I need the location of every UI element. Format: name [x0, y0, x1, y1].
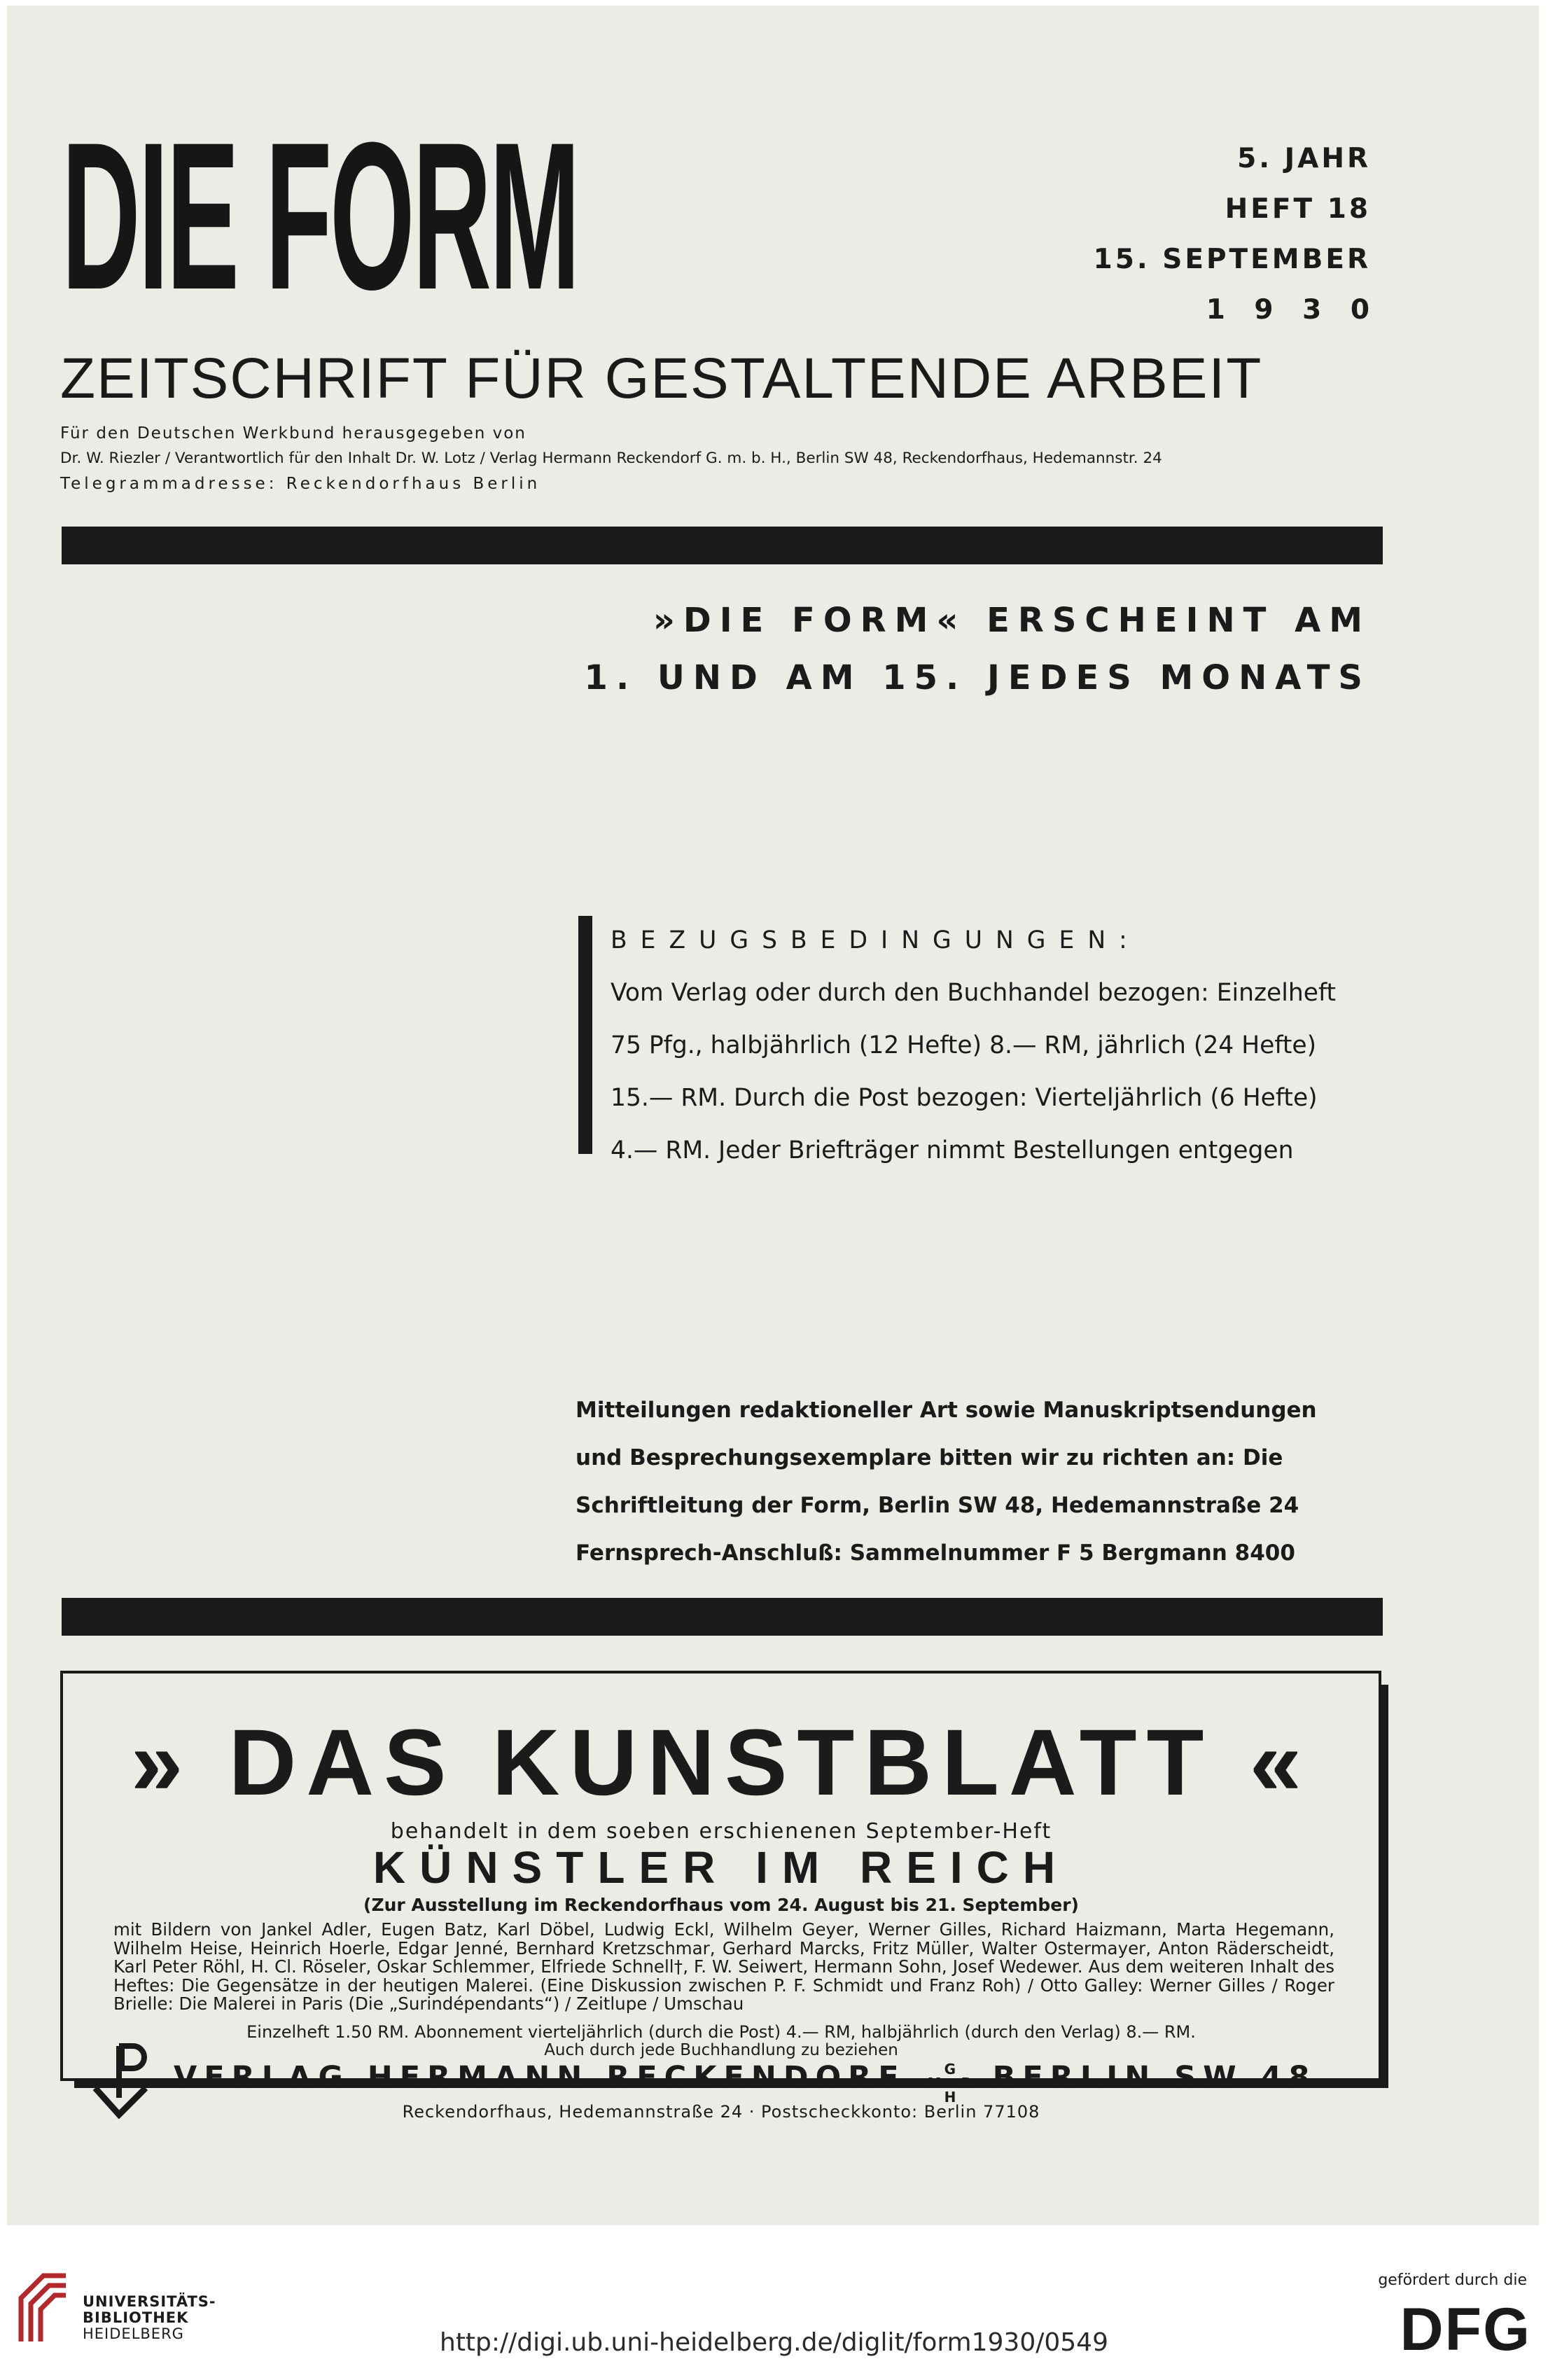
advert-bookshop: Auch durch jede Buchhandlung zu beziehen: [544, 2041, 898, 2059]
notice-line-1: »DIE FORM« ERSCHEINT AM: [653, 601, 1371, 640]
publisher-city: BERLIN SW 48: [992, 2060, 1317, 2095]
editorial-line: Schriftleitung der Form, Berlin SW 48, Hedemannstraße 24: [576, 1493, 1299, 1518]
subscription-rule: [578, 916, 592, 1154]
library-name-line: UNIVERSITÄTS-: [83, 2293, 216, 2310]
dfg-logo: DFG: [1400, 2296, 1531, 2363]
issue-number: HEFT 18: [1225, 193, 1371, 225]
funded-by-label: gefördert durch die: [1378, 2271, 1527, 2289]
editorial-line: Mitteilungen redaktioneller Art sowie Manuskriptsendungen: [576, 1398, 1317, 1423]
masthead-title: DIE FORM: [62, 98, 578, 333]
advert-exhibition: (Zur Ausstellung im Reckendorfhaus vom 24. August bis 21. September): [363, 1895, 1079, 1915]
issue-date: 15. SEPTEMBER: [1093, 244, 1371, 275]
issue-year: 1 9 3 0: [1206, 294, 1379, 326]
gmbh-mark: M G B H: [927, 2060, 972, 2106]
advert-shadow: [1381, 1685, 1388, 2088]
library-name-line: HEIDELBERG: [83, 2325, 184, 2342]
issue-volume: 5. JAHR: [1237, 143, 1371, 174]
telegram-address: Telegrammadresse: Reckendorfhaus Berlin: [60, 475, 541, 493]
editorial-line: Fernsprech-Anschluß: Sammelnummer F 5 Bergmann 8400: [576, 1540, 1295, 1566]
divider-bar-top: [62, 527, 1383, 564]
publisher-line-1: Für den Deutschen Werkbund herausgegeben von: [60, 424, 527, 443]
editorial-block: [576, 1386, 1317, 1577]
divider-bar-bottom: [62, 1598, 1383, 1636]
library-name-line: BIBLIOTHEK: [83, 2309, 189, 2326]
subscription-line: 4.— RM. Jeder Briefträger nimmt Bestellungen entgegen: [611, 1136, 1294, 1164]
masthead-subtitle: ZEITSCHRIFT FÜR GESTALTENDE ARBEIT: [60, 347, 1263, 410]
publisher-name: VERLAG HERMANN RECKENDORF: [174, 2060, 906, 2095]
subscription-line: Vom Verlag oder durch den Buchhandel bezogen: Einzelheft: [611, 979, 1337, 1007]
advert-title: » DAS KUNSTBLATT «: [130, 1711, 1312, 1815]
advert-address: Reckendorfhaus, Hedemannstraße 24 · Postscheckkonto: Berlin 77108: [402, 2102, 1040, 2122]
magazine-page: [7, 6, 1539, 2225]
editorial-line: und Besprechungsexemplare bitten wir zu richten an: Die: [576, 1445, 1283, 1470]
subscription-heading: BEZUGSBEDINGUNGEN:: [611, 926, 1141, 954]
advert-price: Einzelheft 1.50 RM. Abonnement vierteljährlich (durch die Post) 4.— RM, halbjährlich (durch den Verlag) 8.— RM.: [246, 2022, 1196, 2042]
subscription-block: [611, 914, 1336, 1177]
source-url-link[interactable]: http://digi.ub.uni-heidelberg.de/diglit/form1930/0549: [440, 2328, 1108, 2357]
advert-body: mit Bildern von Jankel Adler, Eugen Batz, Karl Döbel, Ludwig Eckl, Wilhelm Geyer, Werner Gilles, Richard Haizmann, Marta Hegemann, Wilhelm Heise, Heinrich Hoerle, Edgar Jenné, Bernhard Kretzschmar, Gerhard Marcks, Fritz Müller, Walter Ostermayer, Anton Räderscheidt, Karl Peter Röhl, H. Cl. Röseler, Oskar Schlemmer, Elfriede Schnell†, F. W. Seiwert, Hermann Sohn, Josef Wedewer. Aus dem weiteren Inhalt des Heftes: Die Gegensätze in der heutigen Malerei. (Eine Diskussion zwischen P. F. Schmidt und Franz Roh) / Otto Galley: Werner Gilles / Roger Brielle: Die Malerei in Paris (Die „Surindépendants“) / Zeitlupe / Umschau: [113, 1919, 1334, 2014]
subscription-line: 15.— RM. Durch die Post bezogen: Vierteljährlich (6 Hefte): [611, 1084, 1318, 1112]
advert-intro: behandelt in dem soeben erschienenen September-Heft: [390, 1819, 1052, 1844]
notice-line-2: 1. UND AM 15. JEDES MONATS: [584, 658, 1371, 697]
advert-publisher: [174, 2060, 1317, 2106]
subscription-line: 75 Pfg., halbjährlich (12 Hefte) 8.— RM, jährlich (24 Hefte): [611, 1031, 1317, 1059]
publisher-line-2: Dr. W. Riezler / Verantwortlich für den Inhalt Dr. W. Lotz / Verlag Hermann Reckendorf G. m. b. H., Berlin SW 48, Reckendorfhaus, Hedemannstr. 24: [60, 450, 1162, 467]
advert-feature: KÜNSTLER IM REICH: [372, 1842, 1070, 1893]
